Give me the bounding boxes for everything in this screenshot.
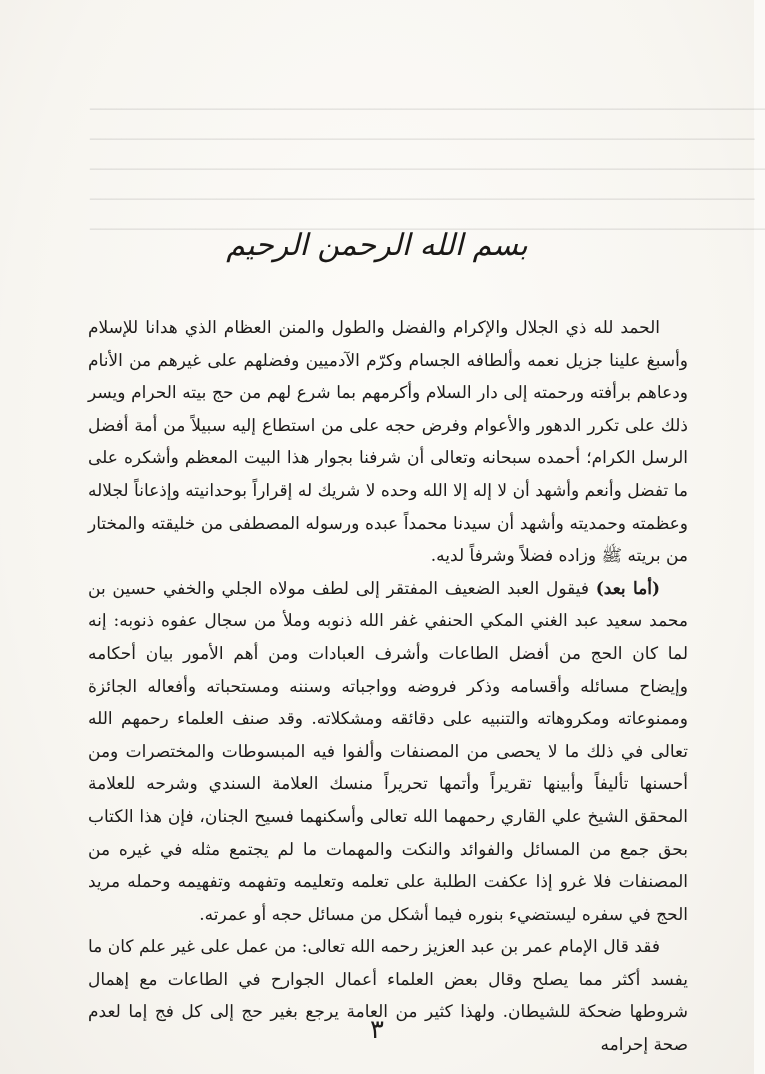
paragraph-3: فقد قال الإمام عمر بن عبد العزيز رحمه الله تعالى: من عمل على غير علم كان ما يفسد أكثر مما يصلح وقال بعض العلماء أعمال الجوارح في الطاعات مع إهمال شروطها ضحكة للشيطان. ولهذا كثير من العامة يرجع بغير حج إلى كل فج إما لعدم صحة إحرامه [88, 937, 688, 1056]
page-number: ٣ [370, 1015, 384, 1045]
paragraph-1: الحمد لله ذي الجلال والإكرام والفضل والطول والمنن العظام الذي هدانا للإسلام وأسبغ علينا جزيل نعمه وألطافه الجسام وكرّم الآدميين وفضلهم على غيرهم من الأنام ودعاهم برأفته ورحمته إلى دار السلام وأكرمهم بما شرع لهم من حج بيته الحرام ويسر ذلك على تكرر الدهور والأعوام وفرض حجه على من استطاع إليه سبيلاً من أمة أفضل الرسل الكرام؛ أحمده سبحانه وتعالى أن شرفنا بجوار هذا البيت المعظم وأشكره على ما تفضل وأنعم وأشهد أن لا إله إلا الله وحده لا شريك له إقراراً بوحدانيته وإذعاناً لجلاله وعظمته وحمديته وأشهد أن سيدنا محمداً عبده ورسوله المصطفى من خليقته والمختار من بريته ﷺ وزاده فضلاً وشرفاً لديه. [88, 318, 688, 567]
paragraph-2 [88, 573, 688, 932]
paragraph-2-lead: (أما بعد) [595, 578, 660, 599]
bleed-through-pattern: ــــــــــــــــــــــــــــــــــــــــــــــــــــــــــــــــــــــــــــــــــــــــــــــــــــــــــــــــــــــــــــــــ ــــــــــــــــــــــــــــــــــــــــــــــــــــــــــــــــــــــــــــــــــــــــــــــــــــــــــــــــــــــــــــــ ــــــــــــــــــــــــــــــــــــــــــــــــــــــــــــــــــــــــــــــــــــــــــــــــــــــــــــــــــــــــــــــــ ــــــــــــــــــــــــــــــــــــــــــــــــــــــــــــــــــــــــــــــــــــــــــــــــــــــــــــــــــــــــــــــ ــــــــــــــــــــــــــــــــــــــــــــــــــــــــــــــــــــــــــــــــــــــــــــــــــــــــــــــــــــــــــــــــ [90, 94, 765, 235]
main-text [88, 312, 688, 1062]
paragraph-2-body: فيقول العبد الضعيف المفتقر إلى لطف مولاه الجلي والخفي حسين بن محمد سعيد عبد الغني المكي الحنفي غفر الله ذنوبه وملأ من سجال عفوه ذنوبه: إنه لما كان الحج من أفضل الطاعات وأشرف العبادات ومن أهم الأمور بيان أحكامه وإيضاح مسائله وأقسامه وذكر فروضه وواجباته وسننه ومستحباته وأفعاله الجائزة وممنوعاته ومكروهاته والتنبيه على دقائقه ومشكلاته. وقد صنف العلماء رحمهم الله تعالى في ذلك ما لا يحصى من المصنفات وألفوا فيه المبسوطات والمختصرات ومن أحسنها تأليفاً وأبينها تقريراً وأتمها تحريراً منسك العلامة السندي وشرحه للعلامة المحقق الشيخ علي القاري رحمهما الله تعالى وأسكنهما فسيح الجنان، فإن هذا الكتاب بحق جمع من المسائل والفوائد والنكت والمهمات ما لم يجتمع مثله في غيره من المصنفات فلا غرو إذا عكفت الطلبة على تعلمه وتعليمه وتفهمه وتفهيمه وحمله مريد الحج في سفره ليستضيء بنوره فيما أشكل من مسائل حجه أو عمرته. [88, 578, 688, 925]
bleed-through-texture [90, 90, 765, 320]
basmala-calligraphy: بسم الله الرحمن الرحيم [226, 228, 528, 263]
